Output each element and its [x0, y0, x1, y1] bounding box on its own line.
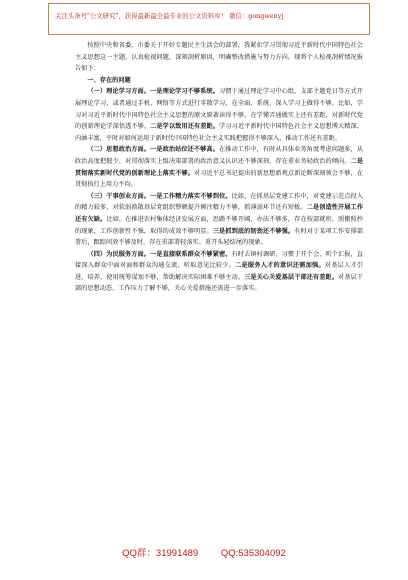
promo-banner-text: 关注头条号"公文研究"，获得最新最全最专业的公文资料库！ 微信：gongwenyj: [55, 12, 284, 20]
bold-phrase: （一）理论学习方面。一是理论学习不够系统。: [87, 88, 219, 96]
text-run: 按照中央和省委、市委关于开好专题民主生活会的部署，我紧扣学习贯彻习近平新时代中国特色社会主义思想这一主题，认真检视问题，深刻剖析原因，明确整改措施与努力方向。现将个人检视剖析情况报告如下：: [75, 42, 363, 73]
text-run: 有时对于某项工作安排部署后，跟踪问效不够及时，存在重部署轻落实、重开头轻结尾的现象。: [75, 227, 364, 247]
bold-phrase: 二是学以致用还有差距。: [150, 123, 220, 131]
footer-qq: QQ:535304092: [220, 548, 286, 559]
bold-phrase: 三是抓到底的韧劲还不够强。: [212, 227, 295, 235]
paragraph: [75, 86, 363, 144]
text-run: 有时去镇村调研，习惯于开个会、听个汇报，直接深入群众中面对面和群众沟通交流、听取意见比较少。: [75, 250, 363, 270]
footer-contact: [0, 545, 408, 559]
bold-phrase: 二是服务人才的意识还需加强。: [235, 262, 325, 270]
text-run: 对基层人才引进、培养、使用统筹谋划不够，帮助解决实际困难不够主动。: [75, 262, 364, 281]
text-run: 学习习近平新时代中国特色社会主义思想博大精深、内涵丰富，平时对如何运用于新时代中国特色社会主义实践把握得不够深入，推动工作还有差距。: [75, 123, 364, 142]
text-run: 比如，在抓基层党建工作中，对党建示范点投入的精力较多，对软弱涣散基层党组织整顿提升倾注精力不够，抓薄弱环节还有短板。: [75, 192, 363, 212]
section-heading: [75, 75, 363, 87]
paragraph: [75, 40, 363, 75]
bold-phrase: 二是创造性开展工作还有欠缺。: [75, 204, 364, 223]
bold-phrase: 三是关心关爱基层干部还有差距。: [244, 273, 339, 281]
text-run: 一、存在的问题: [87, 76, 131, 84]
document-body: [75, 40, 363, 295]
text-run: 对基层干部的思想动态、工作压力了解不够，关心关爱措施还需进一步落实。: [75, 273, 364, 293]
text-run: 对习近平总书记提出的新思想新观点新论断深刻领会不够，在贯彻执行上用力不均。: [75, 169, 364, 189]
bold-phrase: （三）干事创业方面。一是工作精力落实不够到位。: [87, 192, 232, 200]
bold-phrase: （四）为民服务方面。一是直接联系群众不够紧密。: [87, 250, 232, 258]
text-run: 在推动工作中，有时从具体业务角度考虑问题多，从政治高度把握少，对贯彻落实上级决策部署的政治意义认识还不够深刻，存在重业务轻政治的倾向。: [75, 146, 363, 165]
text-run: 比如，在推进农村集体经济发展方面，思路不够开阔，办法不够多，存在按部就班、照搬照抄的现象，工作创新性不强，取得的成效不够明显。: [75, 215, 363, 235]
bold-phrase: （二）思想政治方面。一是政治站位还不够高。: [87, 146, 219, 154]
bold-phrase: 二是贯彻落实新时代党的创新理论上落实不够。: [75, 157, 364, 177]
promo-banner: [48, 3, 370, 35]
paragraph: [75, 249, 363, 295]
paragraph: [75, 191, 363, 249]
text-run: 习惯于通过理论学习中心组、支部主题党日等方式开展理论学习，或者通过手机、网络等方式进行零散学习，在全面、系统、深入学习上做得不够。比如，学习对习近平新时代中国特色社会主义思想的原文原著读得不够，在学懂弄通做实上还有差距，对新时代党的创新理论学深悟透不够。: [75, 88, 363, 131]
footer-qq-group: QQ群：31991489: [122, 548, 199, 559]
paragraph: [75, 144, 363, 190]
